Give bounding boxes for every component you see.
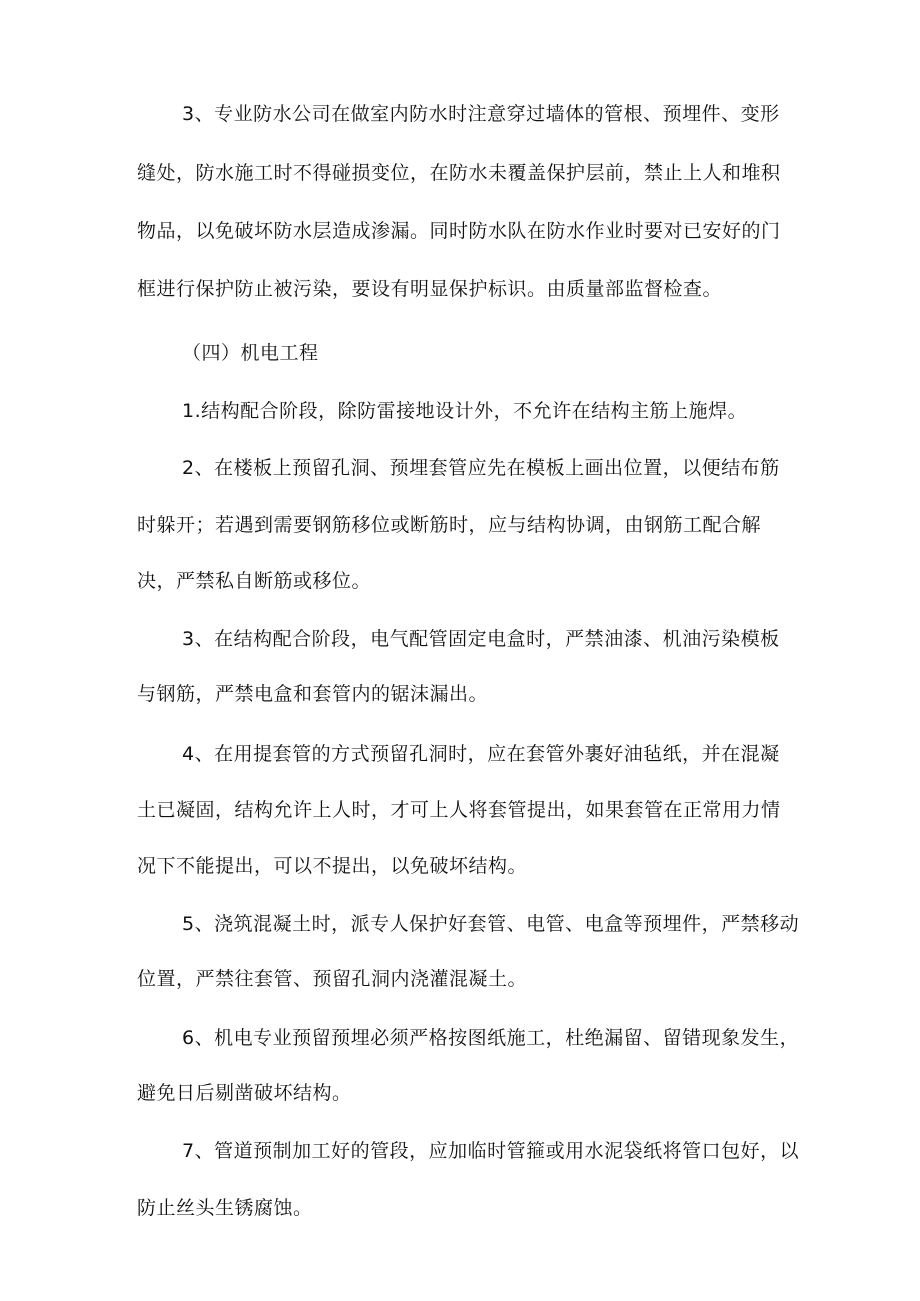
paragraph-3-line-4: 框进行保护防止被污染，要设有明显保护标识。由质量部监督检查。 [137, 278, 723, 300]
item-4-line-1: 4、在用提套管的方式预留孔洞时，应在套管外裹好油毡纸，并在混凝 [182, 743, 780, 765]
item-3-line-1: 3、在结构配合阶段，电气配管固定电盒时，严禁油漆、机油污染模板 [182, 628, 780, 650]
item-4-line-3: 况下不能提出，可以不提出，以免破坏结构。 [137, 855, 528, 877]
paragraph-3-line-2: 缝处，防水施工时不得碰损变位，在防水未覆盖保护层前，禁止上人和堆积 [137, 162, 781, 184]
item-7-line-2: 防止丝头生锈腐蚀。 [137, 1197, 313, 1219]
section-heading: （四）机电工程 [182, 342, 319, 364]
item-3-line-2: 与钢筋，严禁电盒和套管内的锯沫漏出。 [137, 683, 489, 705]
paragraph-3-line-3: 物品，以免破坏防水层造成渗漏。同时防水队在防水作业时要对已安好的门 [137, 220, 781, 242]
item-2-line-3: 决，严禁私自断筋或移位。 [137, 570, 372, 592]
paragraph-3-line-1: 3、专业防水公司在做室内防水时注意穿过墙体的管根、预埋件、变形 [182, 103, 780, 125]
item-2-line-2: 时躲开；若遇到需要钢筋移位或断筋时，应与结构协调，由钢筋工配合解 [137, 514, 762, 536]
item-5-line-2: 位置，严禁往套管、预留孔洞内浇灌混凝土。 [137, 968, 528, 990]
item-7-line-1: 7、管道预制加工好的管段，应加临时管箍或用水泥袋纸将管口包好，以 [182, 1140, 800, 1162]
item-2-line-1: 2、在楼板上预留孔洞、预埋套管应先在模板上画出位置，以便结布筋 [182, 457, 780, 479]
item-4-line-2: 土已凝固，结构允许上人时，才可上人将套管提出，如果套管在正常用力情 [137, 799, 781, 821]
item-5-line-1: 5、浇筑混凝土时，派专人保护好套管、电管、电盒等预埋件，严禁移动 [182, 913, 800, 935]
item-6-line-2: 避免日后剔凿破坏结构。 [137, 1082, 352, 1104]
item-1: 1.结构配合阶段，除防雷接地设计外，不允许在结构主筋上施焊。 [182, 400, 748, 422]
item-6-line-1: 6、机电专业预留预埋必须严格按图纸施工，杜绝漏留、留错现象发生， [182, 1027, 800, 1049]
